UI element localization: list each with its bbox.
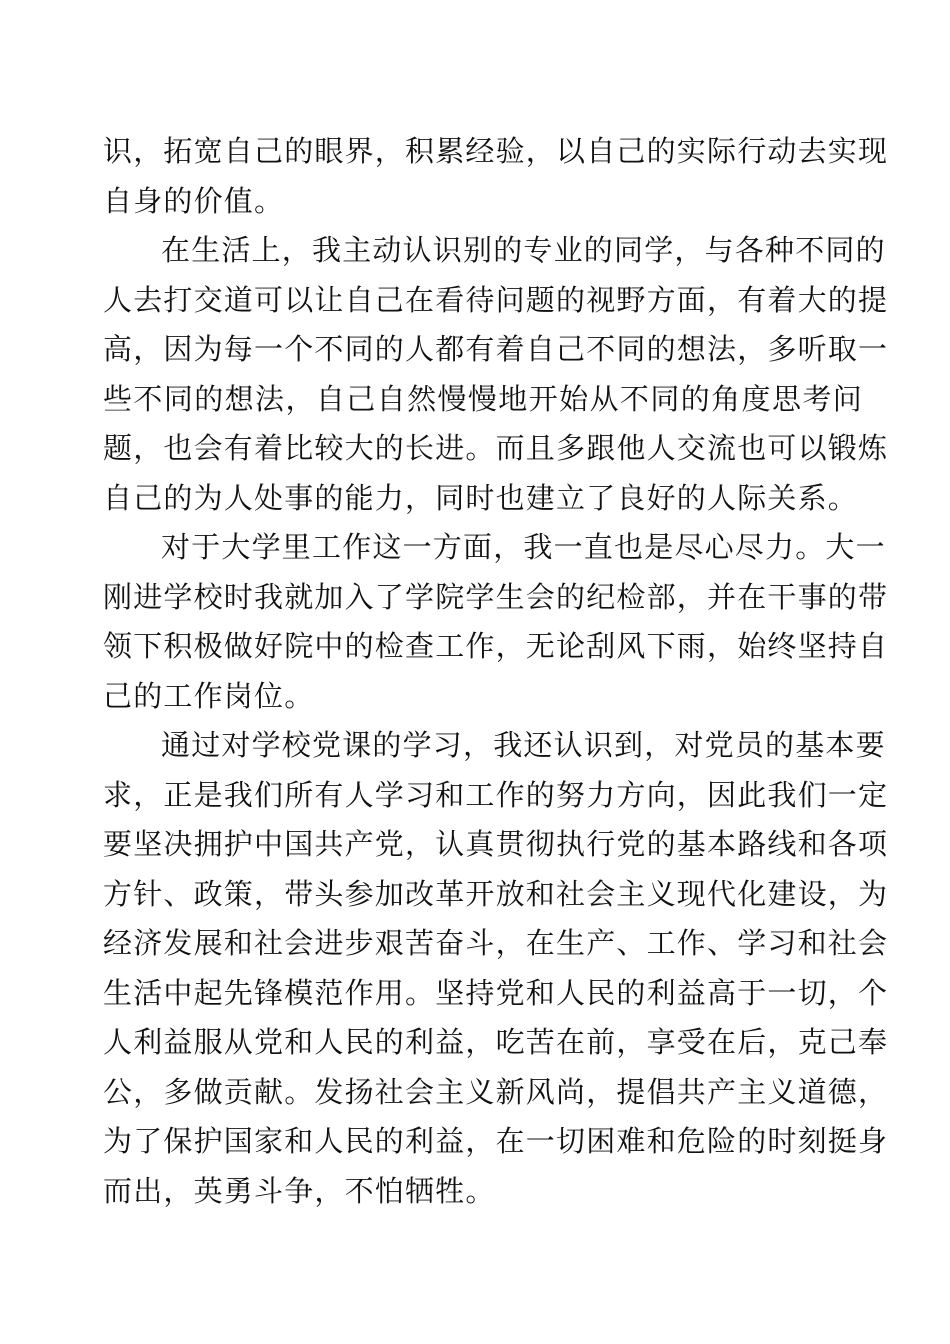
text-line: 求，正是我们所有人学习和工作的努力方向，因此我们一定 (103, 777, 889, 812)
text-line: 己的工作岗位。 (103, 678, 315, 713)
text-line: 在生活上，我主动认识别的专业的同学，与各种不同的 (161, 233, 886, 267)
text-line: 为了保护国家和人民的利益，在一切困难和危险的时刻挺身 (103, 1124, 889, 1158)
text-line: 人去打交道可以让自己在看待问题的视野方面，有着大的提 (103, 282, 889, 317)
text-line: 识，拓宽自己的眼界，积累经验，以自己的实际行动去实现 (103, 134, 889, 168)
text-line: 对于大学里工作这一方面，我一直也是尽心尽力。大一 (161, 530, 886, 564)
text-line: 生活中起先锋模范作用。坚持党和人民的利益高于一切，个 (103, 975, 889, 1010)
body-text (103, 127, 889, 1216)
text-line: 要坚决拥护中国共产党，认真贯彻执行党的基本路线和各项 (103, 827, 889, 861)
text-line: 些不同的想法，自己自然慢慢地开始从不同的角度思考问 (103, 381, 863, 416)
text-line: 自己的为人处事的能力，同时也建立了良好的人际关系。 (103, 480, 859, 515)
text-line: 方针、政策，带头参加改革开放和社会主义现代化建设，为 (103, 876, 889, 911)
text-line: 公，多做贡献。发扬社会主义新风尚，提倡共产主义道德， (103, 1074, 889, 1109)
text-line: 领下积极做好院中的检查工作，无论刮风下雨，始终坚持自 (103, 629, 889, 663)
text-line: 人利益服从党和人民的利益，吃苦在前，享受在后，克己奉 (103, 1025, 889, 1059)
text-line: 而出，英勇斗争，不怕牺牲。 (103, 1173, 496, 1208)
text-line: 通过对学校党课的学习，我还认识到，对党员的基本要 (161, 728, 886, 762)
text-line: 经济发展和社会进步艰苦奋斗，在生产、工作、学习和社会 (103, 926, 889, 960)
text-line: 高，因为每一个不同的人都有着自己不同的想法，多听取一 (103, 332, 889, 366)
text-line: 刚进学校时我就加入了学院学生会的纪检部，并在干事的带 (103, 579, 889, 614)
text-line: 题，也会有着比较大的长进。而且多跟他人交流也可以锻炼 (103, 431, 889, 465)
text-line: 自身的价值。 (103, 183, 285, 218)
